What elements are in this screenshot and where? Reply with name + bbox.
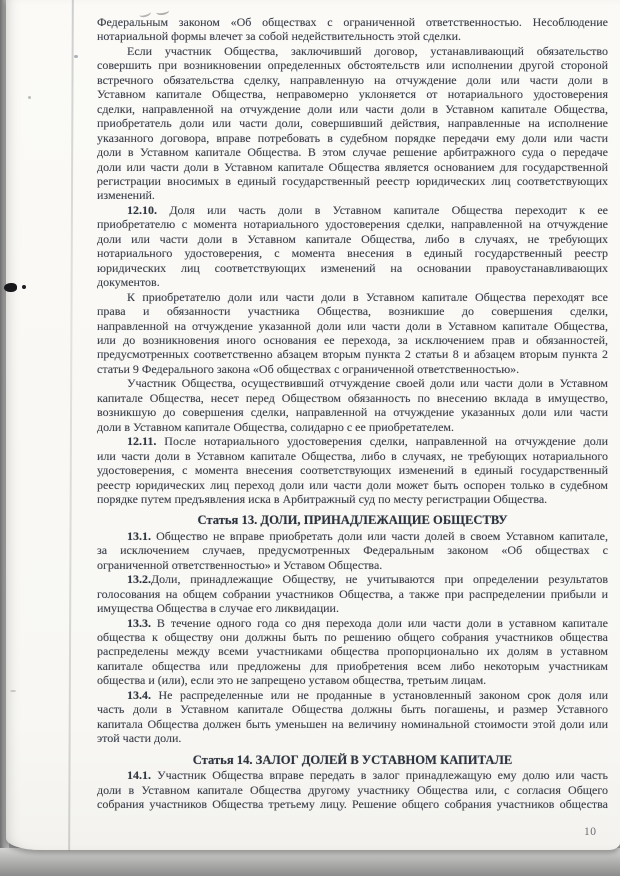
text-line: направленной на отчуждение указанной доли или части доли в Уставном капитале Общества, [97, 318, 608, 333]
text-line: приобретателю с момента нотариального удостоверения сделки, направленной на отчуждение [97, 217, 608, 232]
text-line: часть доли в Уставном капитале Общества должны быть погашены, и размер Уставного [97, 702, 608, 717]
scan-speck [10, 690, 16, 692]
text-line: или части доли в Уставном капитале Общества, либо в случаях, не требующих нотариального [97, 448, 608, 463]
text-line: статьи 9 Федерального закона «Об обществах с ограниченной ответственностью». [97, 361, 520, 376]
text-line: доли или части доли в Уставном капитале Общества, либо в случаях, не требующих [97, 231, 608, 246]
text-line: указанного договора, вправе потребовать в судебном порядке передачи ему доли или части [97, 130, 608, 145]
text-line: за исключением случаев, предусмотренных Федеральным законом «Об обществах с [97, 543, 608, 558]
text-line: 12.11. После нотариального удостоверения сделки, направленной на отчуждение доли [127, 434, 608, 449]
ink-mark [4, 283, 17, 292]
text-line: капитала Общества должен быть уменьшен на величину номинальной стоимости этой доли или [97, 716, 608, 731]
text-line: 12.10. Доля или часть доли в Уставном капитале Общества переходит к ее [127, 202, 608, 217]
text-line: общества и (или), если это не запрещено уставом общества, третьим лицам. [97, 673, 487, 688]
text-line: 13.1. Общество не вправе приобретать доли или части долей в своем Уставном капитале, [127, 528, 608, 543]
paragraph [97, 290, 608, 377]
page-number: 10 [584, 826, 597, 838]
text-line: права и обязанности участника Общества, возникшие до совершения сделки, [97, 304, 608, 319]
text-line: 13.2.Доли, принадлежащие Обществу, не учитываются при определении результатов [127, 572, 608, 587]
text-line: доли в Уставном капитале Общества другому участнику Общества или, с согласия Общего [97, 782, 608, 797]
text-line: доли в Уставном капитале Общества. В этом случае решение арбитражного суда о передаче [97, 145, 608, 160]
document-text [97, 15, 608, 811]
text-line: нотариальной формы влечет за собой недействительность этой сделки. [97, 29, 461, 44]
paragraph [97, 529, 608, 572]
text-line: регистрации вносимых в единый государственный реестр юридических лиц соответствующих [97, 173, 608, 188]
text-line: порядке путем предъявления иска в Арбитражный суд по месту регистрации Общества. [97, 491, 548, 506]
paragraph [97, 15, 608, 44]
text-line: 14.1. Участник Общества вправе передать в залог принадлежащую ему долю или часть [127, 768, 608, 783]
text-line: нотариального удостоверения, с момента внесения в единый государственный реестр [97, 246, 608, 261]
text-line: Участник Общества, осуществивший отчуждение своей доли или части доли в Уставном [127, 376, 608, 391]
text-line: Если участник Общества, заключивший договор, устанавливающий обязательство [127, 43, 608, 58]
text-line: Федеральным законом «Об обществах с ограниченной ответственностью. Несоблюдение [97, 15, 608, 29]
paragraph [97, 203, 608, 290]
text-line: К приобретателю доли или части доли в Уставном капитале Общества переходят все [127, 289, 608, 304]
document-page [6, 0, 620, 850]
page-fold-line [68, 0, 74, 852]
text-line: ограниченной ответственностью» и Уставом Общества. [97, 557, 383, 572]
text-line: доли или части доли в Уставном капитале Общества является основанием для государственной [97, 159, 608, 174]
text-line: этой части доли. [97, 731, 182, 746]
text-line: юридических лиц соответствующих изменений на основании правоустанавливающих [97, 260, 608, 275]
text-line: 13.3. В течение одного года со дня перехода доли или части доли в уставном капитале [127, 615, 608, 630]
text-line: капитале общества или предложены для приобретения всем либо некоторым участникам [97, 658, 608, 673]
text-line: доли в Уставном капитале Общества, солидарно с ее приобретателем. [97, 419, 454, 434]
text-line: Уставном капитале Общества, неправомерно уклоняется от нотариального удостоверения [97, 87, 608, 102]
text-line: сделки, направленной на отчуждение доли или части доли в Уставном капитале Общества, [97, 101, 608, 116]
text-line: удостоверения, с момента внесения соответствующих изменений в единый государственный [97, 463, 608, 478]
text-line: общества к обществу они должны быть по решению общего собрания участников общества [97, 630, 608, 645]
paragraph [97, 434, 608, 506]
text-line: предусмотренных соответственно абзацем вторым пункта 2 статьи 8 и абзацем вторым пункта 2 [97, 347, 608, 362]
text-line: встречного обязательства сделку, направленную на отчуждение доли или части доли в [97, 72, 608, 87]
text-line: изменений. [97, 188, 155, 203]
text-line: документов. [97, 275, 160, 290]
text-line: распределены между всеми участниками общества пропорционально их долям в уставном [97, 644, 608, 659]
text-line: возникшую до совершения сделки, направленной на отчуждение указанных доли или части [97, 405, 608, 420]
paragraph [97, 44, 608, 203]
scan-speck [28, 96, 31, 99]
paragraph [97, 688, 608, 746]
paragraph [97, 376, 608, 434]
text-line: собрания участников Общества третьему лицу. Решение общего собрания участников общества [97, 797, 608, 812]
paragraph [97, 616, 608, 688]
text-line: приобретатель доли или части доли, совершивший действия, направленные на исполнение [97, 116, 608, 131]
text-line: совершить при возникновении определенных обстоятельств или исполнении другой стороной [97, 58, 608, 73]
scan-bottom-shadow [0, 848, 620, 876]
text-line: 13.4. Не распределенные или не проданные в установленный законом срок доля или [127, 687, 608, 702]
paragraph [97, 768, 608, 811]
text-line: капитале Общества, несет перед Обществом обязанность по внесению вклада в имущество, [97, 390, 608, 405]
scan-speck [74, 55, 78, 58]
text-line: имущества Общества в случае его ликвидации. [97, 601, 339, 616]
section-heading: Статья 13. ДОЛИ, ПРИНАДЛЕЖАЩИЕ ОБЩЕСТВУ [197, 513, 508, 528]
text-line: реестр юридических лиц переход доли или части доли может быть оспорен только в судебном [97, 477, 608, 492]
text-line: голосования на общем собрании участников Общества, а также при распределении прибыли и [97, 586, 608, 601]
section-heading: Статья 14. ЗАЛОГ ДОЛЕЙ В УСТАВНОМ КАПИТАЛЕ [192, 752, 513, 767]
text-line: или до возникновения иного основания ее перехода, за исключением прав и обязанностей, [97, 332, 608, 347]
paragraph [97, 572, 608, 615]
